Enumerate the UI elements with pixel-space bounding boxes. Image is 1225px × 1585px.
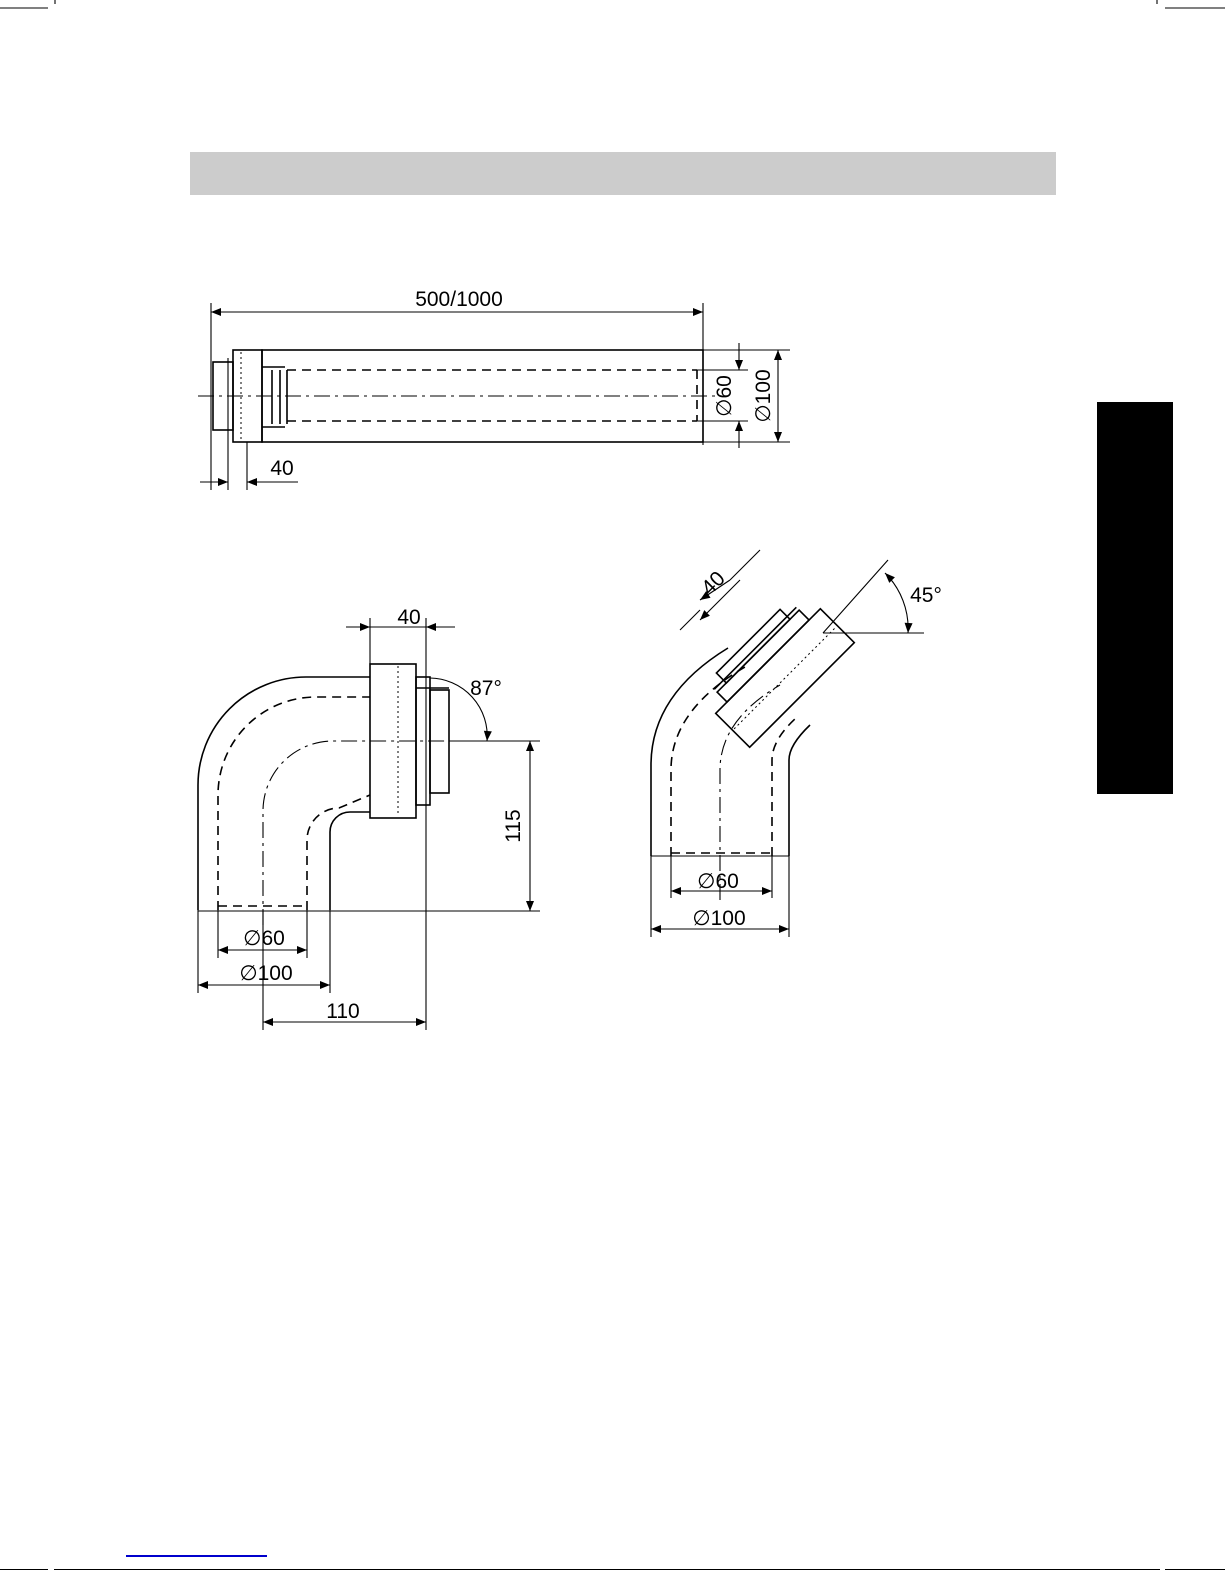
crop-marks (0, 0, 1225, 8)
elbow87-angle-label: 87° (470, 677, 502, 700)
elbow87-outer-diameter-label: ∅100 (239, 962, 293, 985)
elbow87-height-label: 115 (502, 809, 525, 843)
straight-socket-length-label: 40 (270, 457, 294, 480)
elbow-45-drawing (651, 550, 924, 937)
straight-length-label: 500/1000 (415, 288, 503, 311)
elbow87-offset-label: 110 (326, 1000, 360, 1023)
elbow45-outer-diameter-label: ∅100 (692, 907, 746, 930)
elbow45-socket-length-label: 40 (697, 567, 730, 600)
elbow87-socket-length-label: 40 (397, 606, 421, 629)
elbow45-angle-label: 45° (910, 584, 942, 607)
straight-outer-diameter-label: ∅100 (752, 369, 775, 423)
elbow45-inner-diameter-label: ∅60 (697, 870, 739, 893)
straight-inner-diameter-label: ∅60 (713, 375, 736, 417)
elbow87-inner-diameter-label: ∅60 (243, 927, 285, 950)
